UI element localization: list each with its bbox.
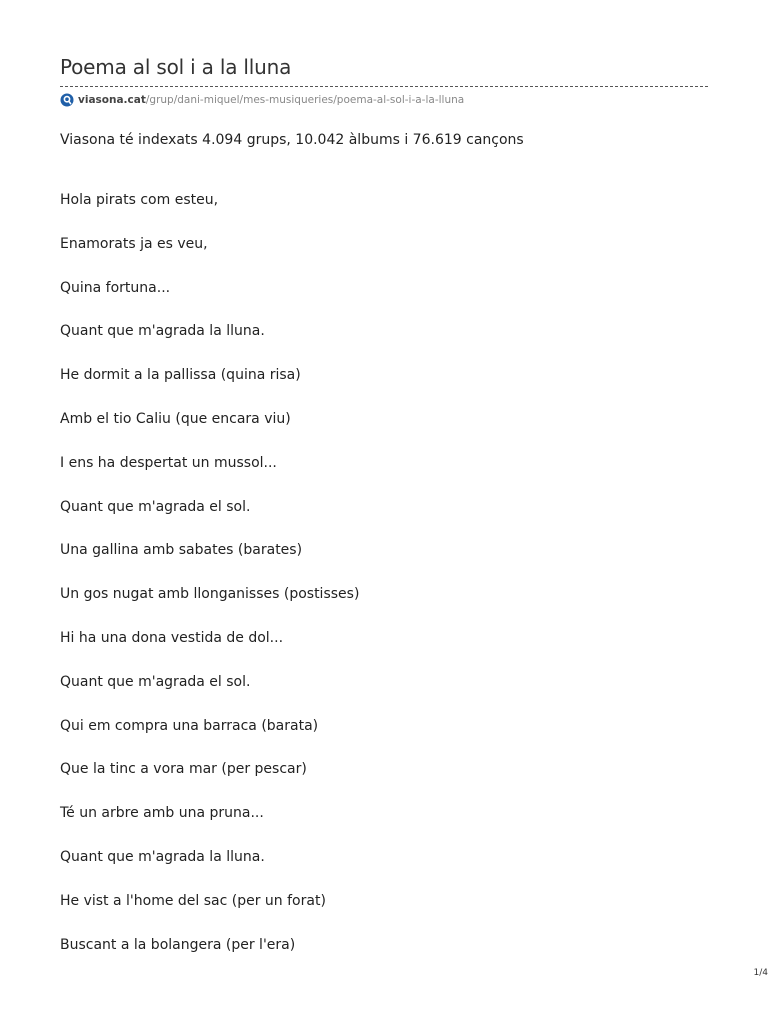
poem-line: Una gallina amb sabates (barates): [60, 542, 303, 559]
poem-line: Amb el tio Caliu (que encara viu): [60, 410, 291, 427]
page-number: 1/4: [753, 968, 768, 978]
poem-line: He vist a l'home del sac (per un forat): [60, 892, 326, 909]
poem-line: Un gos nugat amb llonganisses (postisses): [60, 586, 360, 603]
poem-line: Hola pirats com esteu,: [60, 192, 219, 208]
poem-line: Buscant a la bolangera (per l'era): [60, 936, 296, 953]
source-path[interactable]: /grup/dani-miquel/mes-musiqueries/poema-al-sol-i-a-la-lluna: [145, 94, 465, 106]
viasona-logo-icon: [60, 93, 74, 107]
title-divider: [60, 86, 708, 87]
site-summary: Viasona té indexats 4.094 grups, 10.042 àlbums i 76.619 cançons: [60, 132, 524, 148]
poem-line: Quant que m'agrada el sol.: [60, 498, 251, 515]
poem-line: Quant que m'agrada la lluna.: [60, 323, 265, 340]
poem-line: Qui em compra una barraca (barata): [60, 717, 319, 734]
poem-line: Té un arbre amb una pruna...: [60, 805, 264, 822]
poem-line: Quant que m'agrada la lluna.: [60, 848, 265, 865]
poem-line: Quant que m'agrada el sol.: [60, 673, 251, 690]
source-domain[interactable]: viasona.cat: [78, 94, 146, 106]
page-title: Poema al sol i a la lluna: [60, 55, 292, 79]
poem-line: Enamorats ja es veu,: [60, 235, 208, 252]
poem-line: Quina fortuna...: [60, 279, 171, 296]
poem-lyrics: [60, 190, 359, 978]
poem-line: He dormit a la pallissa (quina risa): [60, 367, 301, 384]
poem-line: Que la tinc a vora mar (per pescar): [60, 761, 307, 778]
poem-line: Hi ha una dona vestida de dol...: [60, 629, 284, 646]
poem-line: I ens ha despertat un mussol...: [60, 454, 277, 471]
source-url[interactable]: [60, 92, 464, 108]
